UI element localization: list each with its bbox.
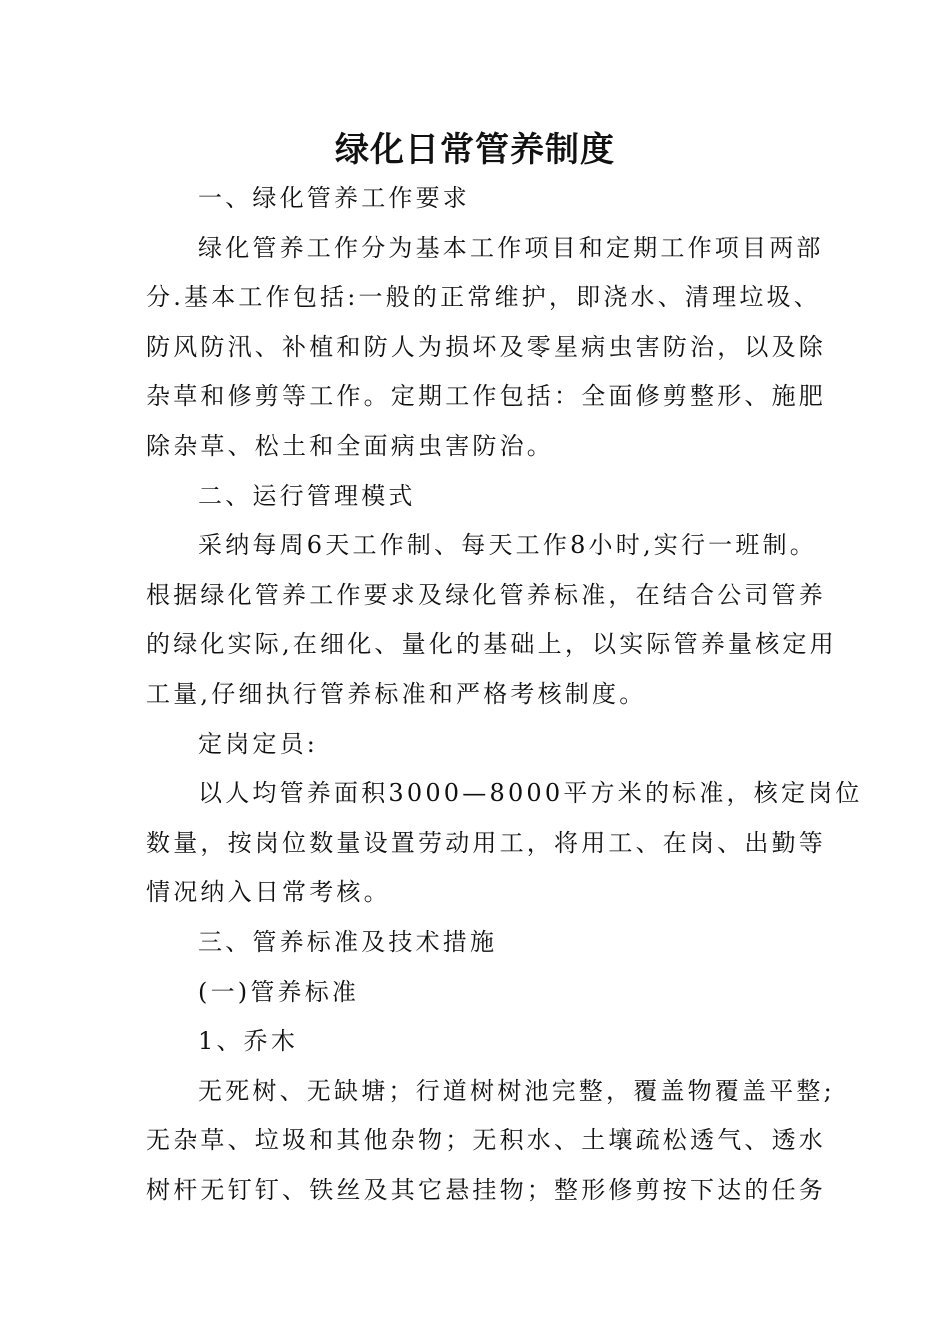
section-heading (146, 1017, 810, 1067)
text-line: 工量,仔细执行管养标准和严格考核制度。 (146, 679, 647, 708)
text-line: 根据绿化管养工作要求及绿化管养标准，在结合公司管养 (146, 580, 826, 609)
section-heading (146, 472, 810, 522)
document-title: 绿化日常管养制度 (335, 130, 615, 170)
section-heading (146, 968, 810, 1018)
body-paragraph (146, 769, 863, 918)
text-line: 以人均管养面积3000—8000平方米的标准，核定岗位 (198, 779, 863, 808)
text-line: 分.基本工作包括:一般的正常维护，即浇水、清理垃圾、 (146, 283, 821, 312)
text-line: 定岗定员: (198, 729, 319, 758)
text-line: 无死树、无缺塘；行道树树池完整，覆盖物覆盖平整; (198, 1076, 835, 1105)
text-line: 情况纳入日常考核。 (146, 878, 391, 907)
text-line: 树杆无钉钉、铁丝及其它悬挂物；整形修剪按下达的任务 (146, 1175, 826, 1204)
text-line: 绿化管养工作分为基本工作项目和定期工作项目两部 (198, 233, 824, 262)
section-heading (146, 720, 810, 770)
text-line: 采纳每周6天工作制、每天工作8小时,实行一班制。 (198, 531, 817, 560)
text-line: 除杂草、松土和全面病虫害防治。 (146, 431, 554, 460)
text-line: 三、管养标准及技术措施 (198, 927, 498, 956)
text-line: 数量，按岗位数量设置劳动用工，将用工、在岗、出勤等 (146, 828, 826, 857)
section-heading (146, 918, 810, 968)
body-paragraph (146, 1067, 835, 1216)
text-line: (一)管养标准 (198, 977, 360, 1006)
body-paragraph (146, 224, 826, 472)
text-line: 二、运行管理模式 (198, 481, 416, 510)
text-line: 的绿化实际,在细化、量化的基础上，以实际管养量核定用 (146, 630, 837, 659)
text-line: 无杂草、垃圾和其他杂物；无积水、土壤疏松透气、透水 (146, 1126, 826, 1155)
text-line: 一、绿化管养工作要求 (198, 184, 470, 212)
text-line: 防风防汛、补植和防人为损坏及零星病虫害防治，以及除 (146, 332, 826, 361)
section-heading (146, 174, 810, 224)
text-line: 杂草和修剪等工作。定期工作包括：全面修剪整形、施肥 (146, 382, 826, 411)
document-body (146, 174, 863, 1215)
text-line: 1、乔木 (198, 1027, 299, 1056)
body-paragraph (146, 521, 837, 719)
